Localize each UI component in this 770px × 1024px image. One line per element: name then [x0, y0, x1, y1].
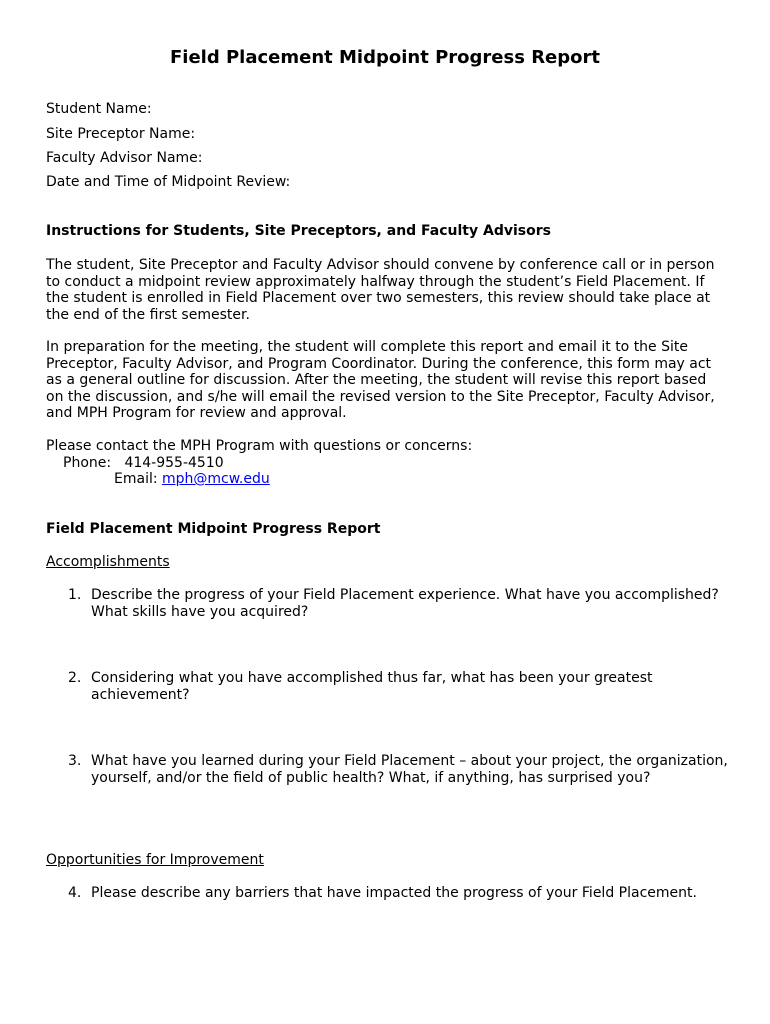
improvement-heading: Opportunities for Improvement — [46, 852, 264, 868]
question-line: achievement? — [91, 687, 190, 703]
site-preceptor-name-label: Site Preceptor Name: — [46, 126, 196, 142]
phone-label: Phone: — [63, 455, 112, 471]
faculty-advisor-name-label: Faculty Advisor Name: — [46, 150, 203, 166]
paragraph-line: The student, Site Preceptor and Faculty Advisor should convene by conference call or in person — [46, 257, 715, 273]
question-3-text — [91, 753, 751, 787]
question-line: What have you learned during your Field Placement – about your project, the organization, — [91, 753, 728, 769]
contact-intro: Please contact the MPH Program with questions or concerns: — [46, 438, 473, 454]
question-line: Describe the progress of your Field Placement experience. What have you accomplished? — [91, 587, 719, 603]
paragraph-line: In preparation for the meeting, the student will complete this report and email it to the Site — [46, 339, 688, 355]
date-time-label: Date and Time of Midpoint Review: — [46, 174, 291, 190]
accomplishments-heading: Accomplishments — [46, 554, 170, 570]
paragraph-line: and MPH Program for review and approval. — [46, 405, 347, 422]
instructions-paragraph-1 — [46, 257, 736, 323]
question-number: 1. — [68, 587, 82, 603]
report-heading: Field Placement Midpoint Progress Report — [46, 521, 381, 537]
paragraph-line: Preceptor, Faculty Advisor, and Program Coordinator. During the conference, this form may act — [46, 355, 712, 372]
question-4-text: Please describe any barriers that have impacted the progress of your Field Placement. — [91, 885, 697, 901]
paragraph-line: as a general outline for discussion. After the meeting, the student will revise this report based — [46, 372, 707, 389]
phone-value: 414-955-4510 — [124, 455, 224, 471]
email-label: Email: — [114, 471, 158, 487]
question-number: 2. — [68, 670, 82, 686]
instructions-heading: Instructions for Students, Site Preceptors, and Faculty Advisors — [46, 223, 551, 239]
student-name-label: Student Name: — [46, 101, 152, 117]
instructions-paragraph-2 — [46, 339, 736, 422]
email-link[interactable]: mph@mcw.edu — [162, 471, 270, 487]
question-line: Considering what you have accomplished thus far, what has been your greatest — [91, 670, 653, 686]
question-number: 3. — [68, 753, 82, 769]
paragraph-line: to conduct a midpoint review approximately halfway through the student’s Field Placement. If — [46, 273, 705, 290]
question-2-text — [91, 670, 751, 704]
paragraph-line: the end of the first semester. — [46, 306, 250, 323]
page-title: Field Placement Midpoint Progress Report — [169, 47, 600, 68]
question-line: What skills have you acquired? — [91, 604, 309, 620]
question-1-text — [91, 587, 751, 621]
email-line — [114, 471, 270, 488]
question-line: yourself, and/or the field of public health? What, if anything, has surprised you? — [91, 770, 651, 786]
paragraph-line: the student is enrolled in Field Placement over two semesters, this review should take place at — [46, 290, 711, 307]
paragraph-line: on the discussion, and s/he will email the revised version to the Site Preceptor, Faculty Advisor, — [46, 388, 715, 405]
phone-line — [63, 455, 224, 472]
question-number: 4. — [68, 885, 82, 901]
